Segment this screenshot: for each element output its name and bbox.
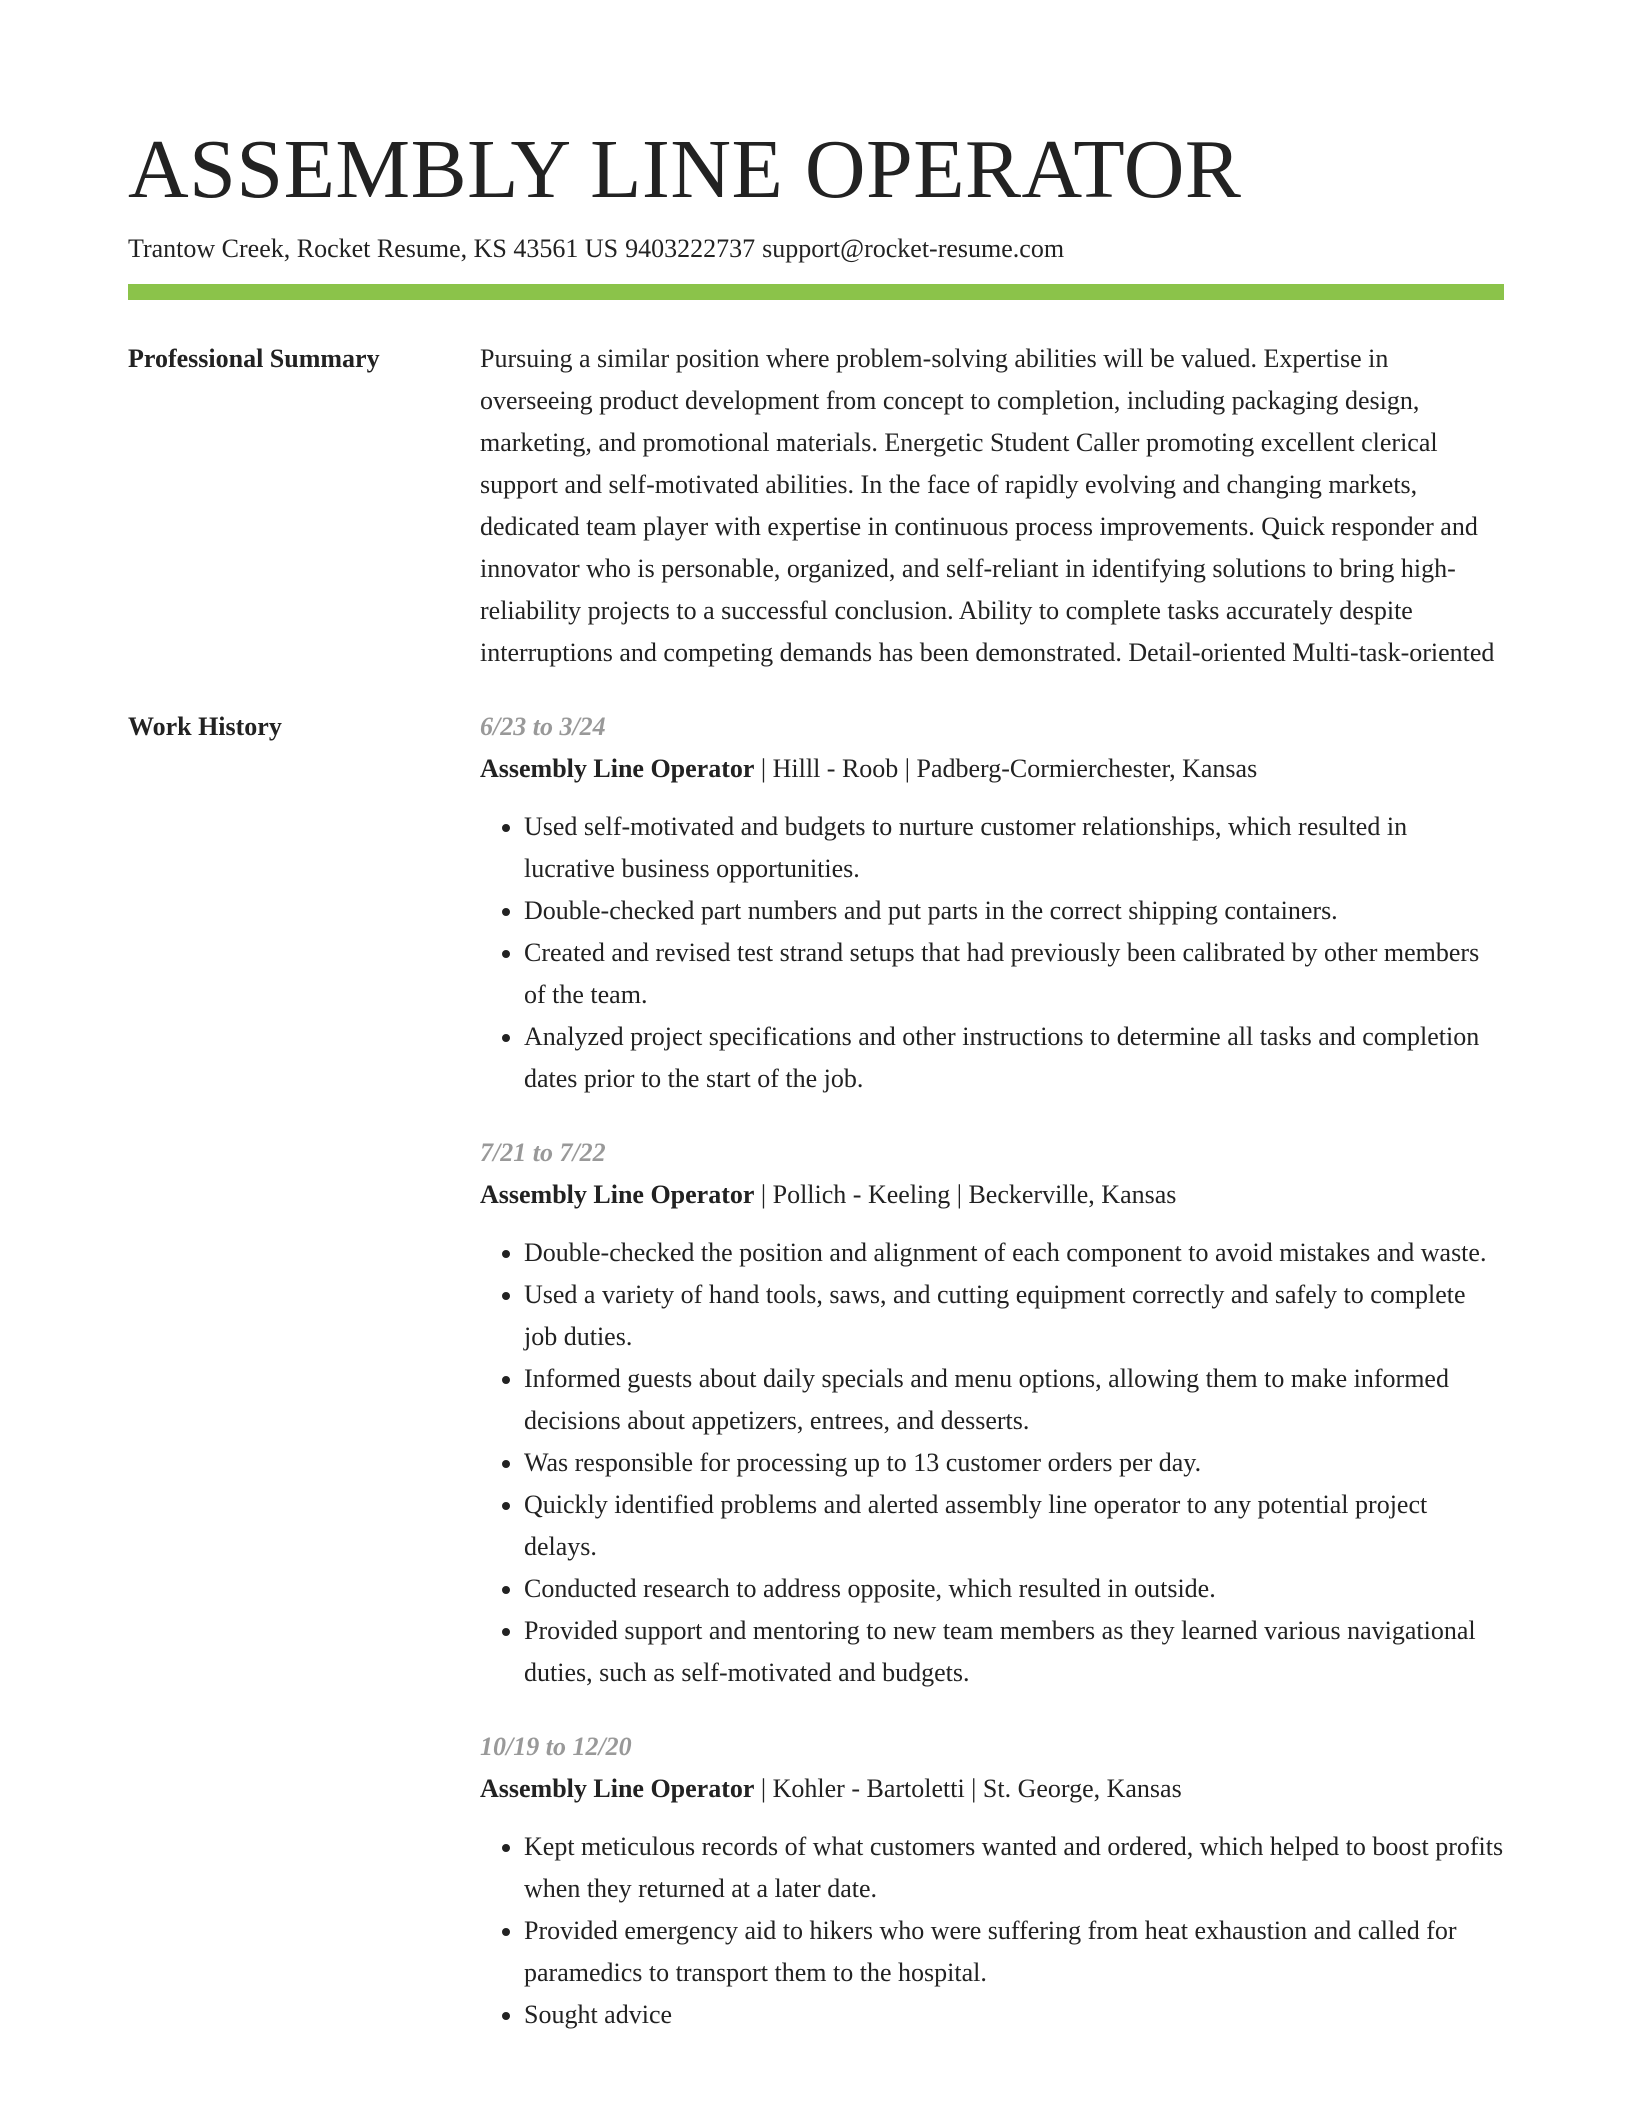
summary-section	[128, 338, 1504, 674]
contact-address: Trantow Creek, Rocket Resume, KS 43561 US	[128, 234, 619, 263]
job-title: Assembly Line Operator	[480, 1180, 755, 1209]
job-entry	[480, 706, 1504, 1100]
job-bullet: • Provided support and mentoring to new team members as they learned various navigational duties, such as self-motivated and budgets.	[524, 1610, 1504, 1694]
contact-phone: 9403222737	[625, 234, 756, 263]
job-entry	[480, 1726, 1504, 2036]
job-entry	[480, 1132, 1504, 1694]
job-bullet: • Used a variety of hand tools, saws, and cutting equipment correctly and safely to complete job duties.	[524, 1274, 1504, 1358]
job-bullets	[480, 806, 1504, 1100]
header-divider	[128, 284, 1504, 300]
resume-page	[128, 0, 1504, 2036]
job-dates: 6/23 to 3/24	[480, 712, 606, 741]
job-details: | Kohler - Bartoletti | St. George, Kansas	[754, 1774, 1182, 1803]
job-bullets	[480, 1232, 1504, 1694]
job-bullet: • Created and revised test strand setups that had previously been calibrated by other members of the team.	[524, 932, 1504, 1016]
job-dates: 10/19 to 12/20	[480, 1732, 632, 1761]
job-details: | Hilll - Roob | Padberg-Cormierchester, Kansas	[754, 754, 1258, 783]
job-bullet: • Analyzed project specifications and other instructions to determine all tasks and completion dates prior to the start of the job.	[524, 1016, 1504, 1100]
job-dates: 7/21 to 7/22	[480, 1138, 606, 1167]
job-bullet: • Was responsible for processing up to 13 customer orders per day.	[524, 1442, 1504, 1484]
job-bullet: • Conducted research to address opposite, which resulted in outside.	[524, 1568, 1504, 1610]
job-title: Assembly Line Operator	[480, 1774, 755, 1803]
job-bullet: • Double-checked part numbers and put parts in the correct shipping containers.	[524, 890, 1504, 932]
job-bullets	[480, 1826, 1504, 2036]
contact-email: support@rocket-resume.com	[762, 234, 1065, 263]
job-heading	[480, 1174, 1504, 1216]
resume-name: ASSEMBLY LINE OPERATOR	[128, 123, 1242, 216]
job-details: | Pollich - Keeling | Beckerville, Kansas	[754, 1180, 1177, 1209]
job-heading	[480, 748, 1504, 790]
job-bullet: • Provided emergency aid to hikers who were suffering from heat exhaustion and called for paramedics to transport them to the hospital.	[524, 1910, 1504, 1994]
section-title-summary: Professional Summary	[128, 344, 380, 373]
contact-line	[128, 232, 1504, 266]
job-bullet: • Informed guests about daily specials and menu options, allowing them to make informed decisions about appetizers, entrees, and desserts.	[524, 1358, 1504, 1442]
job-list	[480, 706, 1504, 2036]
job-bullet: • Double-checked the position and alignment of each component to avoid mistakes and waste.	[524, 1232, 1504, 1274]
job-bullet: • Quickly identified problems and alerted assembly line operator to any potential project delays.	[524, 1484, 1504, 1568]
job-bullet: • Sought advice	[524, 1994, 1504, 2036]
job-bullet: • Kept meticulous records of what customers wanted and ordered, which helped to boost profits when they returned at a later date.	[524, 1826, 1504, 1910]
job-title: Assembly Line Operator	[480, 754, 755, 783]
section-title-work-history: Work History	[128, 712, 282, 741]
job-bullet: • Used self-motivated and budgets to nurture customer relationships, which resulted in lucrative business opportunities.	[524, 806, 1504, 890]
work-history-section	[128, 706, 1504, 2036]
summary-text: Pursuing a similar position where problem-solving abilities will be valued. Expertise in overseeing product development from concept to completion, including packaging design, marketing, and promotional materials. Energetic Student Caller promoting excellent clerical support and self-motivated abilities. In the face of rapidly evolving and changing markets, dedicated team player with expertise in continuous process improvements. Quick responder and innovator who is personable, organized, and self-reliant in identifying solutions to bring high-reliability projects to a successful conclusion. Ability to complete tasks accurately despite interruptions and competing demands has been demonstrated. Detail-oriented Multi-task-oriented	[480, 344, 1495, 667]
job-heading	[480, 1768, 1504, 1810]
